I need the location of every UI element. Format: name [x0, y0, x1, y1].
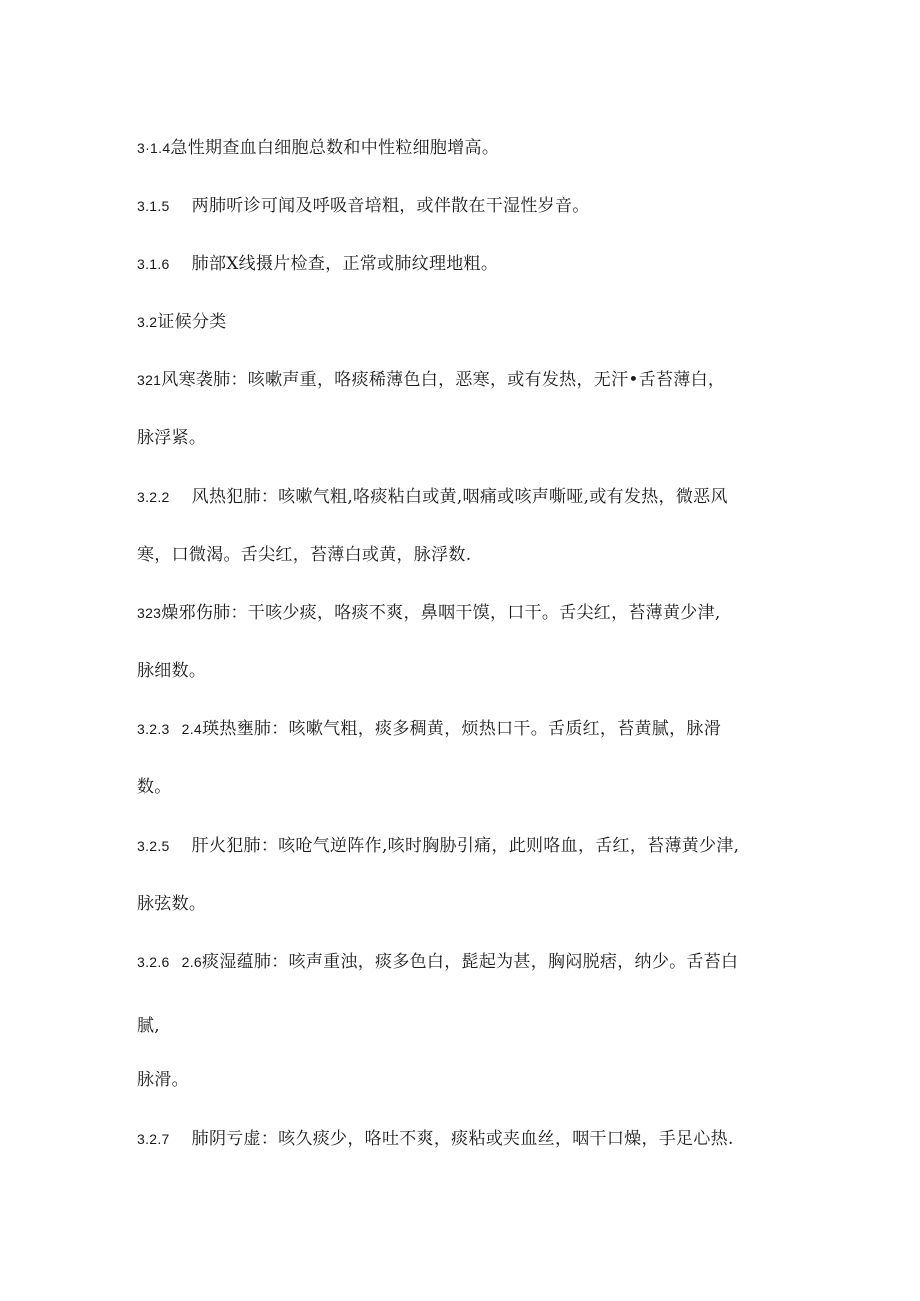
paragraph-3-1-4: [137, 138, 499, 158]
heading-text: 证候分类: [157, 312, 227, 332]
paragraph-text: 急性期查血白细胞总数和中性粒细胞增高。: [170, 138, 500, 158]
paragraph-continuation: [137, 1070, 189, 1090]
paragraph-text: 脉滑。: [137, 1070, 189, 1090]
paragraph-text: 燥邪伤肺：干咳少痰，咯痰不爽，鼻咽干馍，口干。舌尖红，苔薄黄少津,: [161, 603, 721, 623]
section-number: 3.2: [137, 314, 158, 330]
paragraph-3-1-6: [137, 254, 498, 274]
subsection-number: 2.6: [181, 954, 203, 970]
paragraph-continuation: [137, 661, 206, 681]
paragraph-continuation: [137, 777, 172, 797]
section-number: 3.2.5: [137, 838, 170, 854]
section-number: 321: [137, 372, 162, 388]
section-number: 3.2.6: [137, 954, 170, 970]
paragraph-text: 肝火犯肺：咳呛气逆阵作,咳时胸胁引痛，此则咯血，舌红，苔薄黄少津,: [191, 836, 740, 856]
paragraph-3-2-2: [137, 487, 728, 507]
paragraph-continuation: [137, 428, 206, 448]
paragraph-text: 腻,: [137, 1016, 161, 1036]
section-number: 3.2.2: [137, 489, 170, 505]
paragraph-continuation: [137, 545, 471, 565]
paragraph-text: 数。: [137, 777, 172, 797]
paragraph-text: 脉浮紧。: [137, 428, 207, 448]
paragraph-text: 脉细数。: [137, 661, 207, 681]
paragraph-3-2-5: [137, 836, 739, 856]
paragraph-3-2-1: [137, 370, 725, 390]
section-number: 3.1.5: [137, 198, 170, 214]
paragraph-3-2-6: [137, 952, 738, 972]
section-number: 3.2.7: [137, 1131, 170, 1147]
paragraph-text: 肺阴亏虚：咳久痰少，咯吐不爽，痰粘或夹血丝，咽干口燥，手足心热.: [191, 1129, 734, 1149]
paragraph-3-2-4: [137, 719, 721, 739]
section-heading-3-2: [137, 312, 227, 332]
paragraph-text: 肺部X线摄片检查，正常或肺纹理地粗。: [191, 254, 499, 274]
section-number: 3·1.4: [137, 140, 171, 156]
paragraph-text: 痰湿蕴肺：咳声重浊，痰多色白，髭起为甚，胸闷脱痞，纳少。舌苔白: [202, 952, 739, 972]
paragraph-3-2-7: [137, 1129, 734, 1149]
paragraph-3-2-3: [137, 603, 721, 623]
section-number: 323: [137, 605, 162, 621]
paragraph-text: 两肺听诊可闻及呼吸音培粗，或伴散在干湿性岁音。: [191, 196, 590, 216]
paragraph-3-1-5: [137, 196, 590, 216]
paragraph-text: 寒，口微渴。舌尖红，苔薄白或黄，脉浮数.: [137, 545, 472, 565]
subsection-number: 2.4: [181, 721, 203, 737]
section-number: 3.2.3: [137, 721, 170, 737]
section-number: 3.1.6: [137, 256, 170, 272]
paragraph-continuation: [137, 1016, 160, 1036]
paragraph-text: 脉弦数。: [137, 894, 207, 914]
paragraph-text: 风寒袭肺：咳嗽声重，咯痰稀薄色白，恶寒，或有发热，无汗•舌苔薄白，: [161, 370, 726, 390]
paragraph-text: 风热犯肺：咳嗽气粗,咯痰粘白或黄,咽痛或咳声嘶哑,或有发热，微恶风: [191, 487, 728, 507]
paragraph-continuation: [137, 894, 206, 914]
paragraph-text: 瑛热壅肺：咳嗽气粗，痰多稠黄，烦热口干。舌质红，苔黄腻，脉滑: [202, 719, 722, 739]
